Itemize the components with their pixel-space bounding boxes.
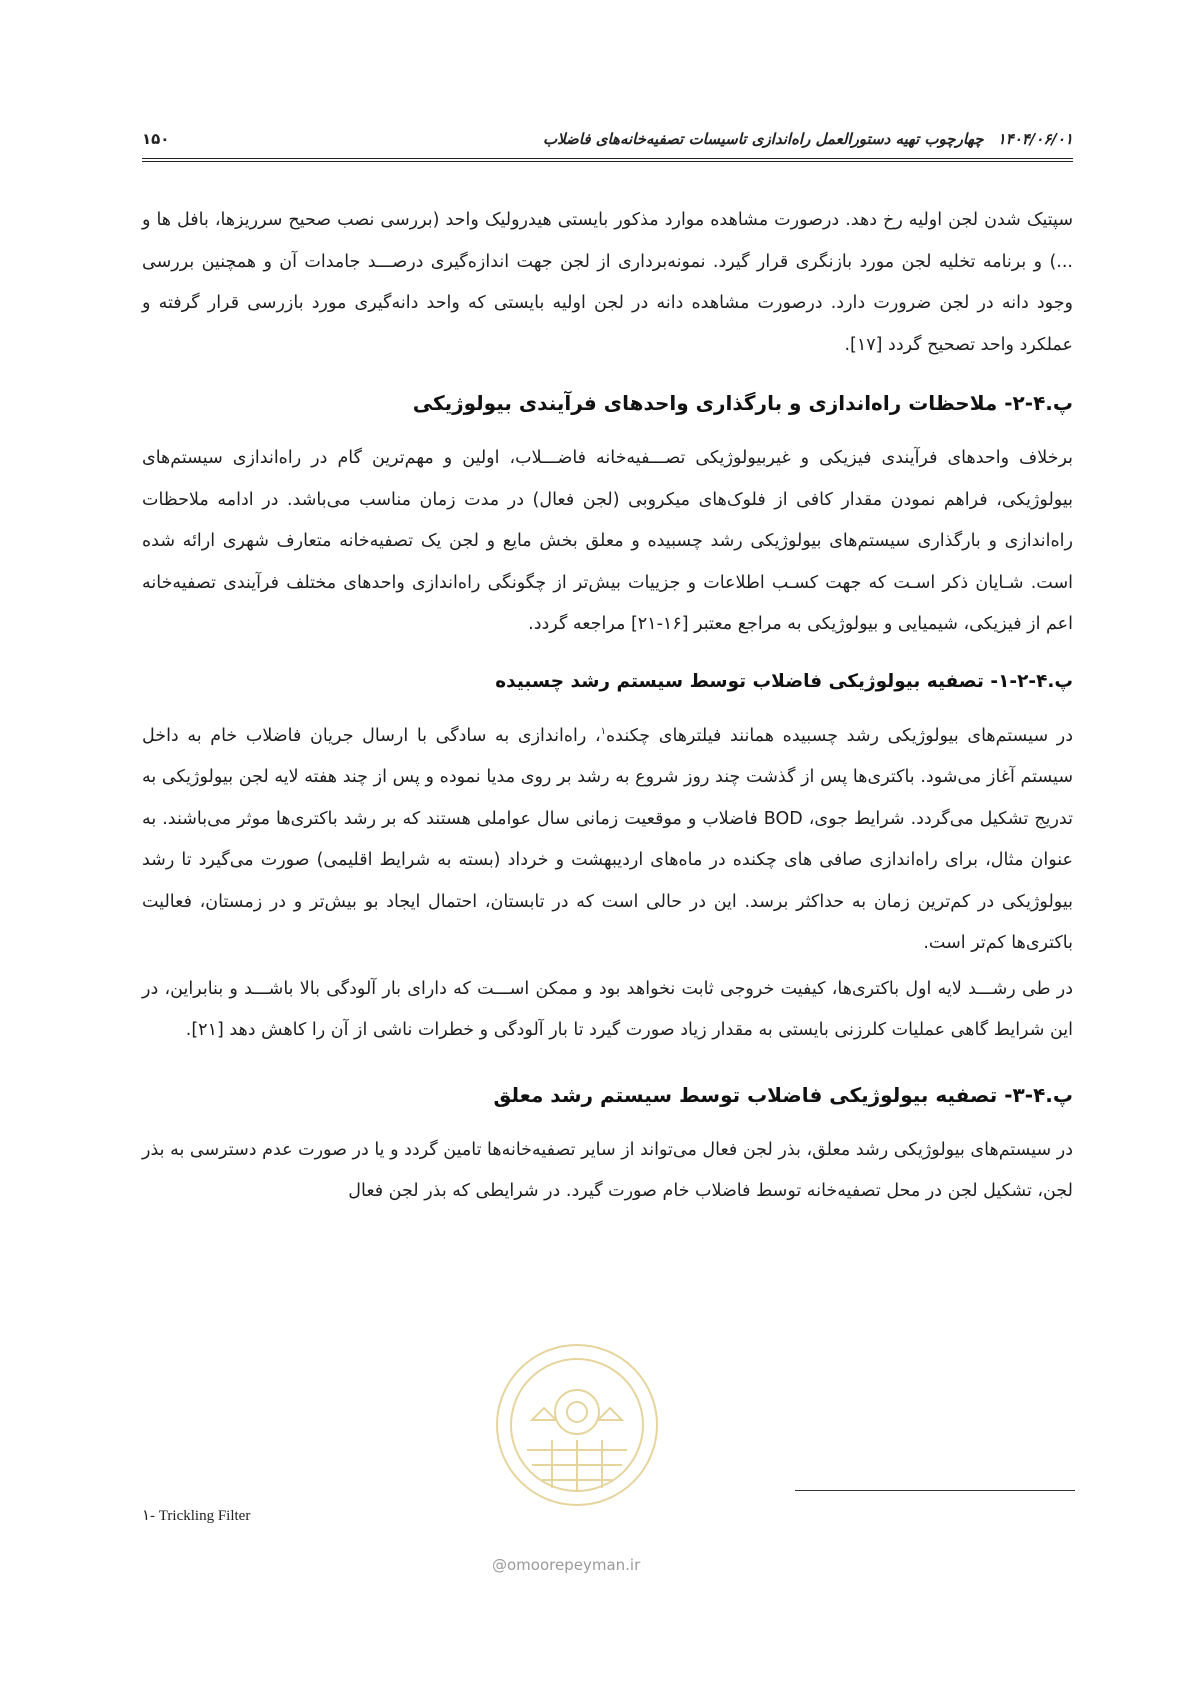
footnote-text: ۱- Trickling Filter bbox=[142, 1508, 251, 1524]
header-title-line bbox=[543, 130, 1073, 148]
watermark-logo-icon bbox=[492, 1340, 662, 1510]
watermark-site-name: omoorepeyman.ir bbox=[507, 1556, 641, 1574]
page-number: ۱۵۰ bbox=[142, 130, 170, 148]
header-date: ۱۴۰۴/۰۶/۰۱ bbox=[997, 130, 1073, 148]
footnote-divider bbox=[795, 1490, 1075, 1491]
section-heading-4-3: پ.۴-۳- تصفیه بیولوژیکی فاضلاب توسط سیستم رشد معلق bbox=[493, 1082, 1073, 1107]
section-heading-4-2-1: پ.۴-۲-۱- تصفیه بیولوژیکی فاضلاب توسط سیستم رشد چسبیده bbox=[495, 670, 1073, 692]
paragraph-2: برخلاف واحدهای فرآیندی فیزیکی و غیربیولوژیکی تصـــفیه‌خانه فاضـــلاب، اولین و مهم‌ترین گام در راه‌اندازی سیستم‌های بیولوژیکی، فراهم نمودن مقدار کافی از فلوک‌های میکروبی (لجن فعال) در مدت زمان مناسب می‌باشد. در ادامه ملاحظات راه‌اندازی و بارگذاری سیستم‌های بیولوژیکی رشد چسبیده و معلق بخش مایع و لجن یک تصفیه‌خانه متعارف شهری ارائه شده است. شـایان ذکر اسـت که جهت کسـب اطلاعات و جزییات بیش‌تر از چگونگی راه‌اندازی واحدهای مختلف فرآیندی تصفیه‌خانه اعم از فیزیکی، شیمیایی و بیولوژیکی به مراجع معتبر [۱۶-۲۱] مراجعه گردد. bbox=[142, 448, 1073, 634]
paragraph-1: سپتیک شدن لجن اولیه رخ دهد. درصورت مشاهده موارد مذکور بایستی هیدرولیک واحد (بررسی نصب صحیح سرریزها، بافل ها و ...) و برنامه تخلیه لجن مورد بازنگری قرار گیرد. نمونه‌برداری از لجن جهت اندازه‌گیری درصـــد جامدات آن و همچنین بررسی وجود دانه در لجن ضرورت دارد. درصورت مشاهده دانه در لجن اولیه بایستی که واحد دانه‌گیری مورد بازرسی قرار گرفته و عملکرد واحد تصحیح گردد [۱۷]. bbox=[142, 210, 1073, 355]
footnote-marker: ۱ bbox=[600, 725, 606, 737]
watermark-website: @omoorepeyman.ir bbox=[492, 1556, 641, 1574]
section-heading-4-2: پ.۴-۲- ملاحظات راه‌اندازی و بارگذاری واحدهای فرآیندی بیولوژیکی bbox=[412, 391, 1073, 415]
paragraph-3-start: در سیستم‌های بیولوژیکی رشد چسبیده همانند فیلترهای چکنده bbox=[605, 725, 1073, 746]
page-header bbox=[142, 118, 1073, 162]
paragraph-4: در طی رشـــد لایه اول باکتری‌ها، کیفیت خروجی ثابت نخواهد بود و ممکن اســـت که دارای بار آلودگی بالا باشـــد و بنابراین، در این شرایط گاهی عملیات کلرزنی بایستی به مقدار زیاد صورت گیرد تا بار آلودگی و خطرات ناشی از آن را کاهش دهد [۲۱]. bbox=[142, 978, 1073, 1040]
paragraph-3 bbox=[142, 716, 1073, 965]
header-title: چهارچوب تهیه دستورالعمل راه‌اندازی تاسیسات تصفیه‌خانه‌های فاضلاب bbox=[542, 130, 984, 148]
paragraph-5: در سیستم‌های بیولوژیکی رشد معلق، بذر لجن فعال می‌تواند از سایر تصفیه‌خانه‌ها تامین گردد و یا در صورت عدم دسترسی به بذر لجن، تشکیل لجن در محل تصفیه‌خانه توسط فاضلاب خام صورت گیرد. در شرایطی که بذر لجن فعال bbox=[142, 1139, 1073, 1201]
paragraph-3-rest: ، راه‌اندازی به سادگی با ارسال جریان فاضلاب خام به داخل سیستم آغاز می‌شود. باکتری‌ها پس از گذشت چند روز شروع به رشد بر روی مدیا نموده و پس از چند هفته لایه لجن بیولوژیکی به تدریج تشکیل می‌گردد. شرایط جوی، BOD فاضلاب و موقعیت زمانی سال عواملی هستند که بر رشد باکتری‌ها موثر می‌باشند. به عنوان مثال، برای راه‌اندازی صافی های چکنده در ماه‌های اردیبهشت و خرداد (بسته به شرایط اقلیمی) صورت می‌گیرد تا رشد بیولوژیکی در کم‌ترین زمان به حداکثر برسد. این در حالی است که در تابستان، احتمال ایجاد بو بیش‌تر و در زمستان، فعالیت باکتری‌ها کم‌تر است. bbox=[142, 725, 1073, 953]
document-body bbox=[142, 200, 1073, 1213]
